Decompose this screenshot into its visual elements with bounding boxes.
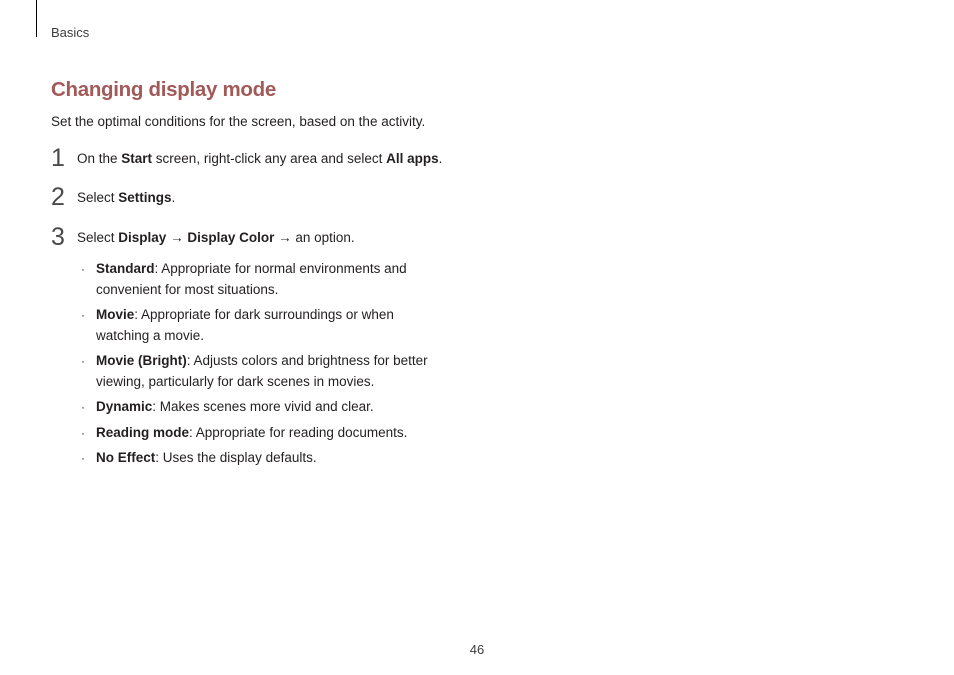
bullet-icon: · <box>81 354 85 368</box>
bullet-icon: · <box>81 308 85 322</box>
step-text: Select Settings. <box>77 190 176 205</box>
page-number: 46 <box>469 642 485 657</box>
list-item: · Standard: Appropriate for normal environments and convenient for most situations. <box>81 261 407 297</box>
list-item: · No Effect: Uses the display defaults. <box>80 448 450 469</box>
page-title: Changing display mode <box>51 78 276 101</box>
bullet-icon: · <box>81 262 85 276</box>
list-item: · Movie (Bright): Adjusts colors and brightness for better viewing, particularly for dark scenes in movies. <box>81 353 428 389</box>
bullet-icon: · <box>81 400 85 414</box>
list-item: · Reading mode: Appropriate for reading documents. <box>80 423 450 444</box>
list-item: · Dynamic: Makes scenes more vivid and clear. <box>80 397 450 418</box>
intro-text: Set the optimal conditions for the screen, based on the activity. <box>51 114 426 129</box>
section-label: Basics <box>51 25 90 40</box>
bullet-icon: · <box>81 425 85 440</box>
step-number: 3 <box>51 223 65 251</box>
step-text: Select Display → Display Color → an option. <box>77 230 355 245</box>
step-number: 2 <box>51 183 65 211</box>
list-item: · Movie: Appropriate for dark surroundings or when watching a movie. <box>81 307 394 343</box>
step-text: On the Start screen, right-click any area and select All apps. <box>77 151 443 166</box>
header-divider <box>36 0 37 37</box>
bullet-icon: · <box>81 451 85 465</box>
display-mode-options <box>80 259 450 474</box>
step-number: 1 <box>51 144 65 172</box>
